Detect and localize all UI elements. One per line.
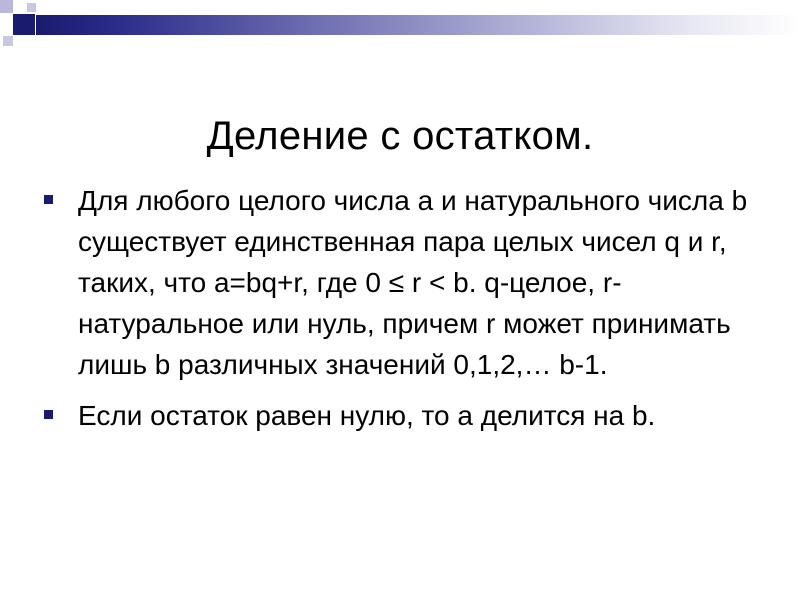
- decorative-square: [3, 36, 13, 46]
- square-bullet-icon: [44, 195, 53, 204]
- decorative-square: [13, 0, 27, 14]
- bullet-item: [42, 180, 762, 385]
- bullet-item: [42, 395, 762, 436]
- header-gradient-bar: [36, 15, 800, 35]
- square-bullet-icon: [44, 410, 53, 419]
- bullet-list: [42, 180, 762, 446]
- decorative-square: [0, 0, 13, 13]
- bullet-text: Для любого целого числа a и натурального числа b существует единственная пара целых чисел q и r, таких, что a=bq+r, где 0 ≤ r < b. q-целое, r- натуральное или нуль, причем r может принимать лишь b различных значений 0,1,2,… b-1.: [78, 185, 748, 380]
- bullet-text: Если остаток равен нулю, то a делится на b.: [78, 400, 656, 431]
- slide-title: Деление с остатком.: [206, 114, 594, 158]
- decorative-header-band: [0, 0, 800, 44]
- decorative-square: [13, 14, 35, 35]
- decorative-square: [0, 13, 13, 35]
- decorative-square: [27, 3, 36, 12]
